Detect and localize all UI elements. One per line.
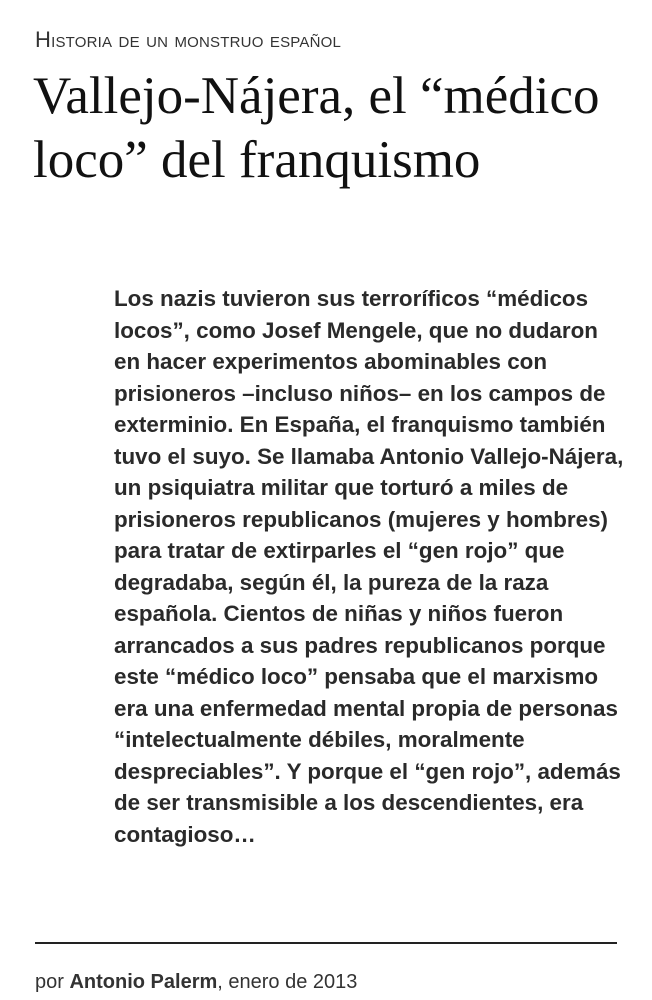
article-title: Vallejo-Nájera, el “médico loco” del franquismo (33, 67, 600, 189)
divider-rule (35, 942, 617, 944)
author-name: Antonio Palerm (69, 971, 218, 993)
publication-date: , enero de 2013 (217, 971, 358, 993)
byline-prefix: por (35, 971, 64, 993)
article-lede: Los nazis tuvieron sus terroríficos “médicos locos”, como Josef Mengele, que no dudaron en hacer experimentos abominables con prisioneros –incluso niños– en los campos de exterminio. En España, el franquismo también tuvo el suyo. Se llamaba Antonio Vallejo-Nájera, un psiquiatra militar que torturó a miles de prisioneros republicanos (mujeres y hombres) para tratar de extirparles el “gen rojo” que degradaba, según él, la pureza de la raza española. Cientos de niñas y niños fueron arrancados a sus padres republicanos porque este “médico loco” pensaba que el marxismo era una enfermedad mental propia de personas “intelectualmente débiles, moralmente despreciables”. Y porque el “gen rojo”, además de ser transmisible a los descendientes, era contagioso… (114, 286, 624, 847)
section-kicker: Historia de un monstruo español (35, 27, 342, 52)
byline (35, 968, 357, 996)
